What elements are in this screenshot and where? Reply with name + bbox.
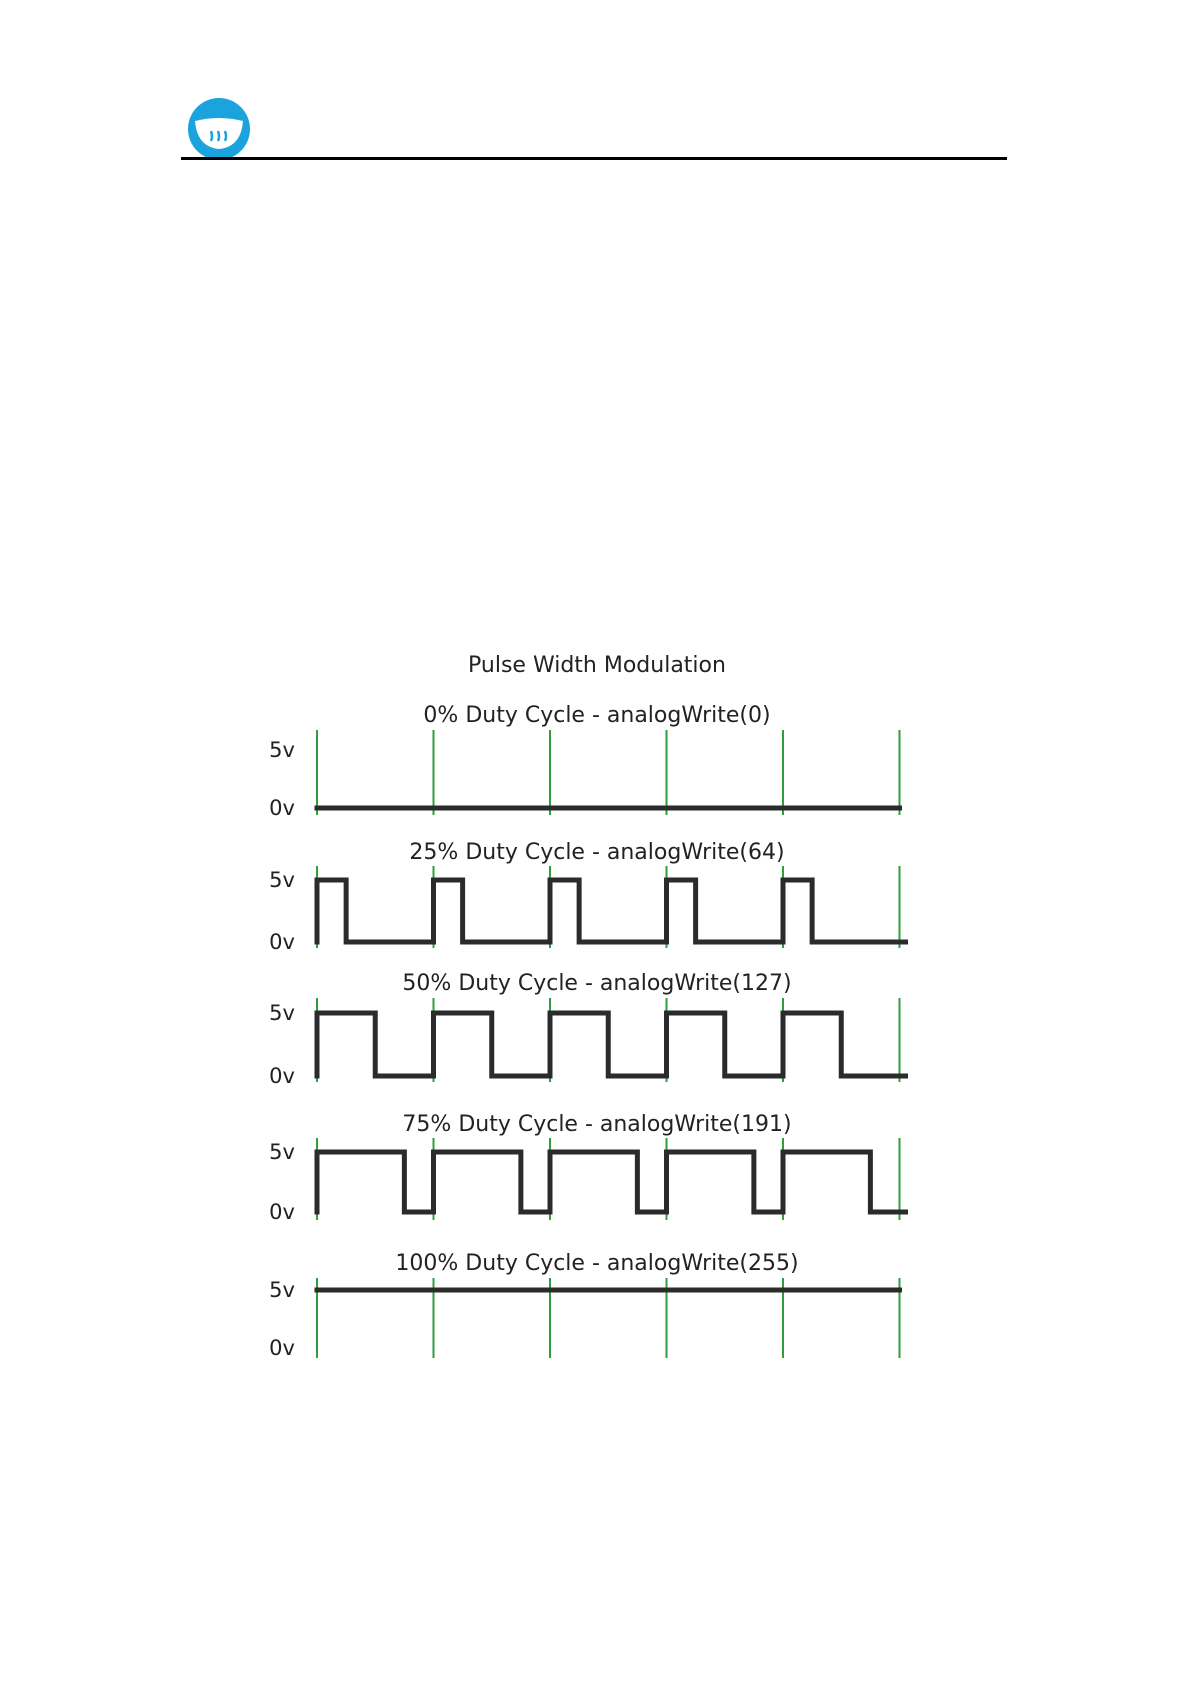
panel-title: 25% Duty Cycle - analogWrite(64) <box>409 840 785 865</box>
pwm-panel <box>269 1251 899 1360</box>
chart-title: Pulse Width Modulation <box>468 653 726 678</box>
pwm-panel <box>269 840 905 954</box>
pwm-waveform <box>317 1013 906 1076</box>
level-label-low: 0v <box>269 930 295 954</box>
level-label-low: 0v <box>269 1064 295 1088</box>
pwm-waveform <box>317 1152 906 1212</box>
level-label-high: 5v <box>269 738 295 762</box>
panel-title: 0% Duty Cycle - analogWrite(0) <box>423 703 771 728</box>
level-label-high: 5v <box>269 868 295 892</box>
level-label-high: 5v <box>269 1001 295 1025</box>
pwm-panel <box>269 971 905 1088</box>
level-label-low: 0v <box>269 1200 295 1224</box>
level-label-high: 5v <box>269 1278 295 1302</box>
panel-title: 50% Duty Cycle - analogWrite(127) <box>402 971 792 996</box>
panel-title: 75% Duty Cycle - analogWrite(191) <box>402 1112 792 1137</box>
pwm-waveform <box>317 880 906 942</box>
panel-title: 100% Duty Cycle - analogWrite(255) <box>395 1251 799 1276</box>
pwm-panel <box>269 703 899 820</box>
level-label-high: 5v <box>269 1140 295 1164</box>
level-label-low: 0v <box>269 796 295 820</box>
level-label-low: 0v <box>269 1336 295 1360</box>
pwm-panel <box>269 1112 905 1224</box>
